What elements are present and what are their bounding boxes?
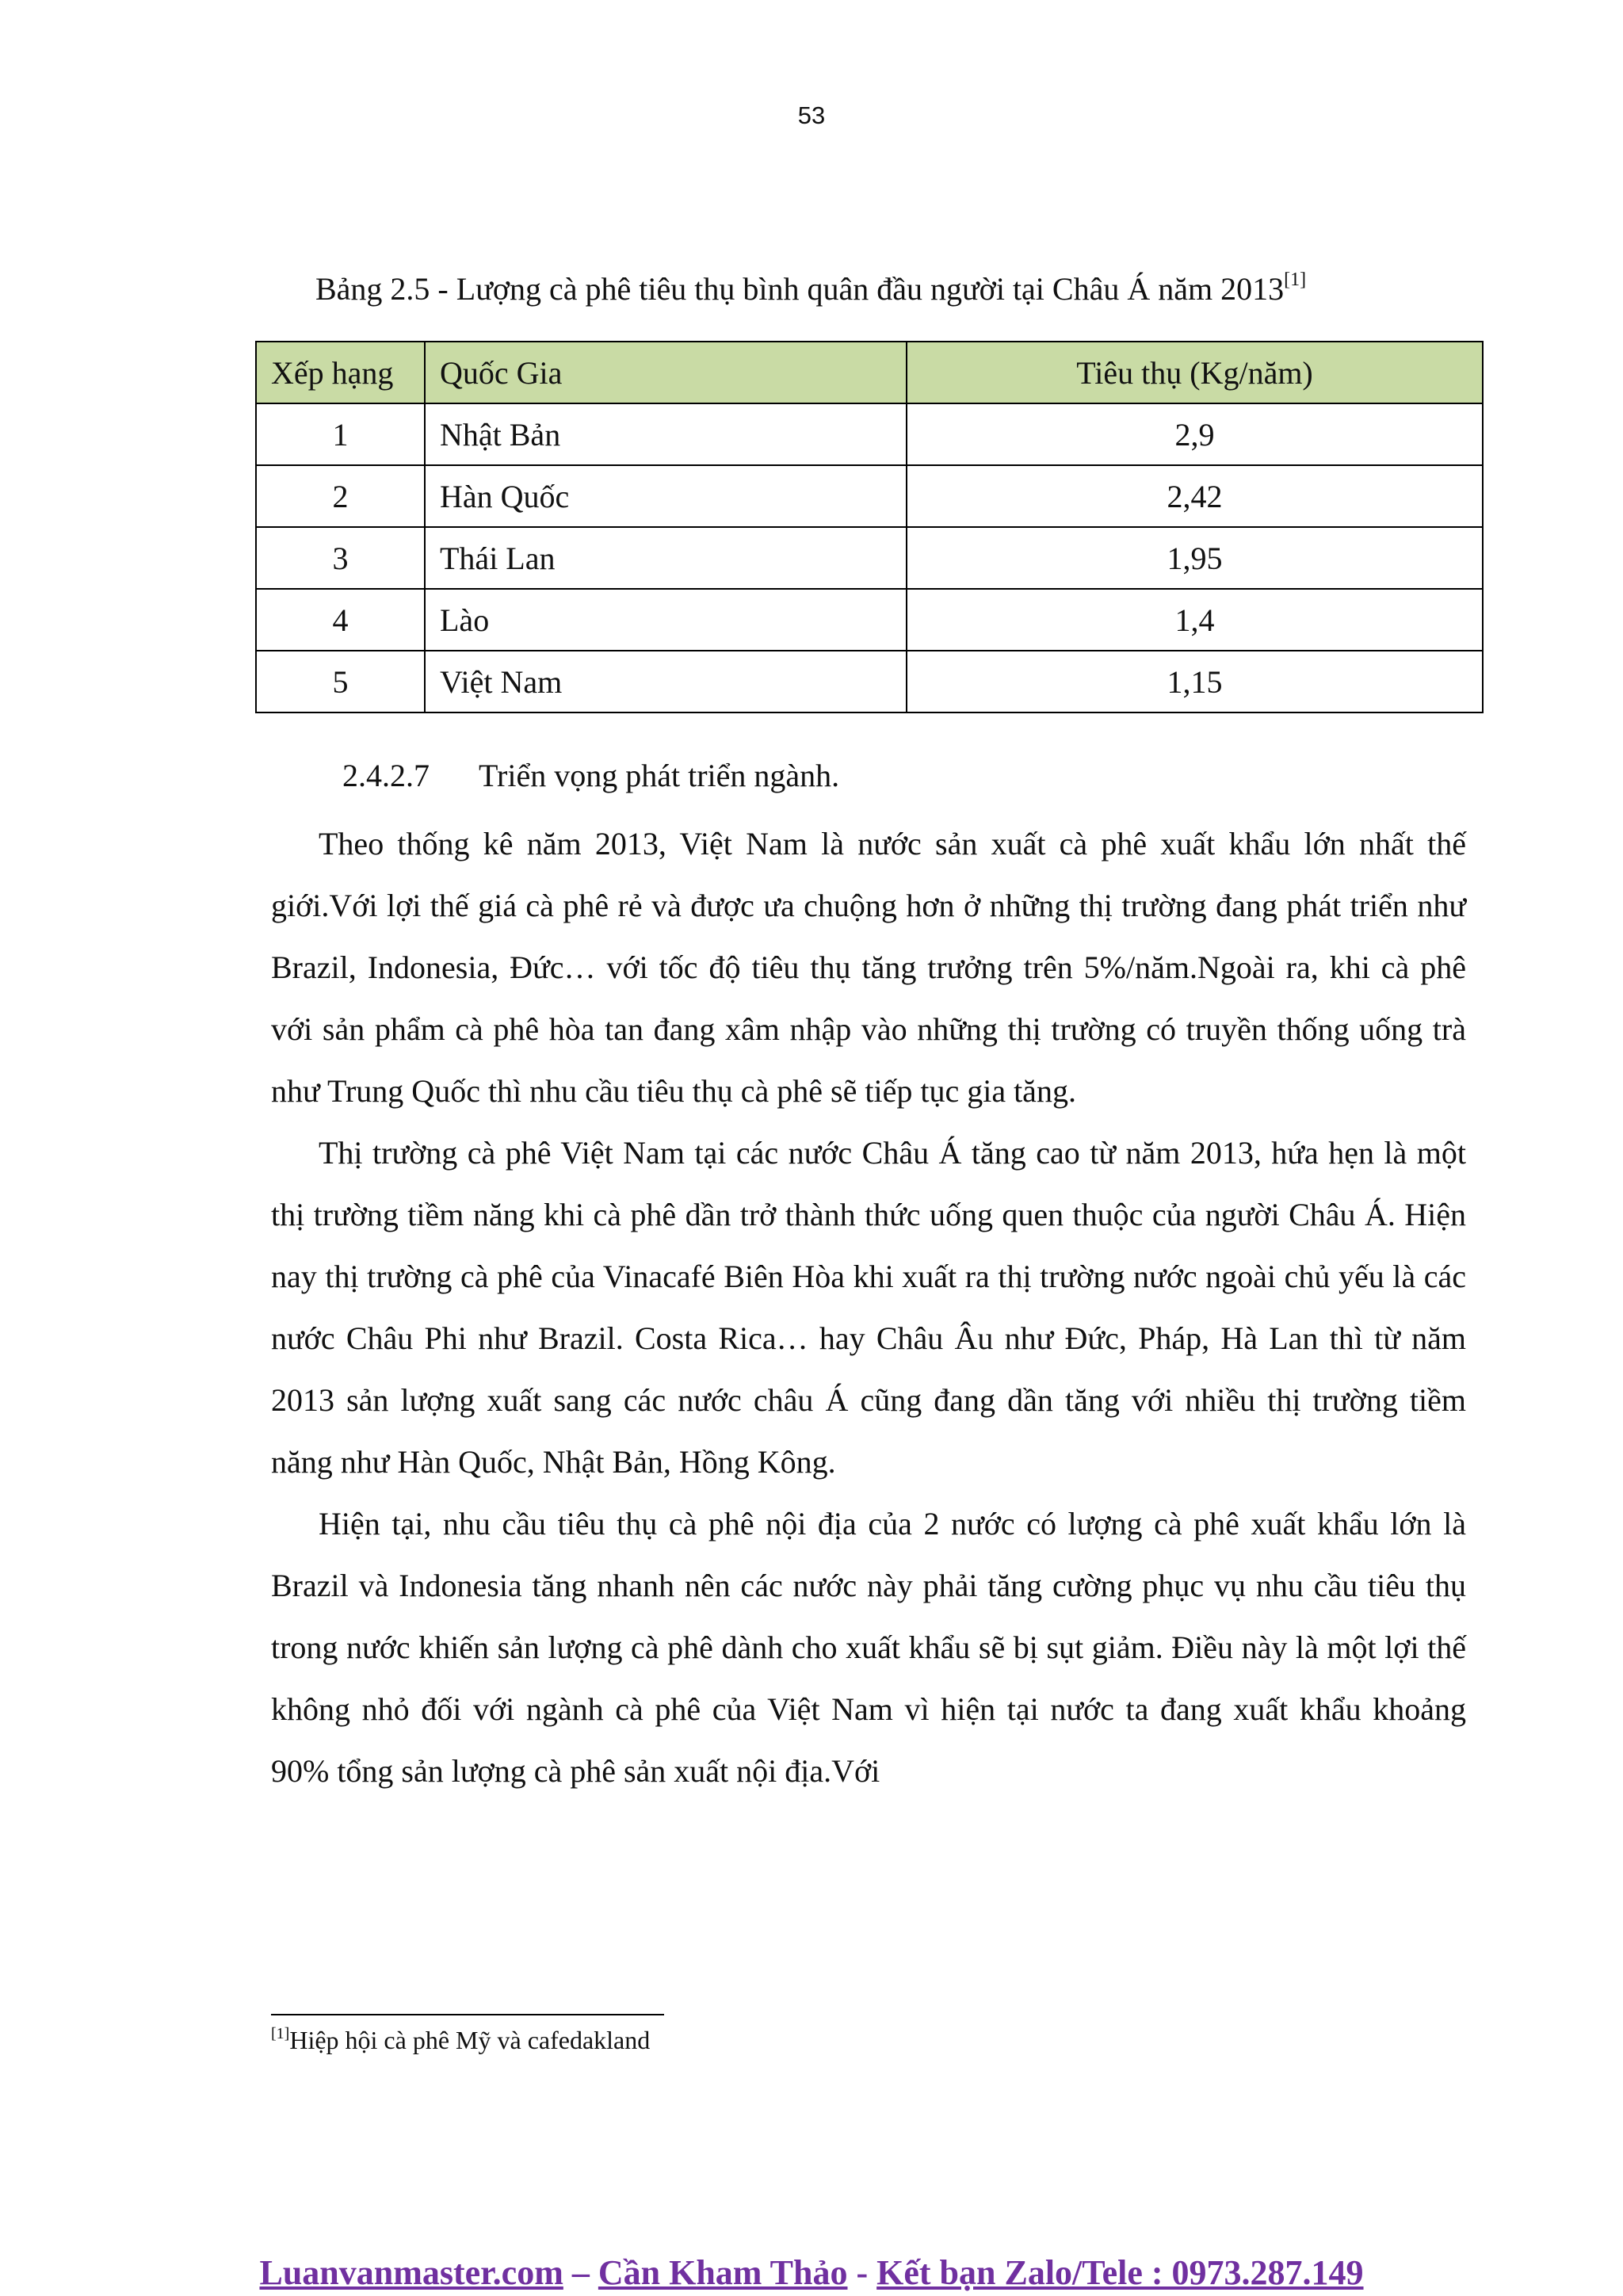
footer-site-link[interactable]: Luanvanmaster.com [259,2253,563,2292]
footer-separator: – [563,2253,598,2292]
table-caption-text: Bảng 2.5 - Lượng cà phê tiêu thụ bình quân đầu người tại Châu Á năm 2013 [315,271,1285,307]
cell-country: Nhật Bản [425,403,907,465]
table-caption-ref: [1] [1284,269,1307,290]
cell-consumption: 2,9 [907,403,1483,465]
footnote [271,2025,650,2055]
section-heading [342,757,839,794]
footer-name-link[interactable]: Cần Kham Thảo [598,2253,848,2292]
section-title: Triển vọng phát triển ngành. [479,758,840,793]
header-rank: Xếp hạng [256,342,425,403]
cell-rank: 5 [256,651,425,712]
section-number: 2.4.2.7 [342,758,430,793]
cell-rank: 1 [256,403,425,465]
table-row [256,589,1483,651]
table-row [256,403,1483,465]
consumption-table [255,341,1484,713]
cell-rank: 2 [256,465,425,527]
footer-banner [0,2252,1623,2293]
table-row [256,527,1483,589]
paragraph: Hiện tại, nhu cầu tiêu thụ cà phê nội địa của 2 nước có lượng cà phê xuất khẩu lớn là Brazil và Indonesia tăng nhanh nên các nước này phải tăng cường phục vụ nhu cầu tiêu thụ trong nước khiến sản lượng cà phê dành cho xuất khẩu sẽ bị sụt giảm. Điều này là một lợi thế không nhỏ đối với ngành cà phê của Việt Nam vì hiện tại nước ta đang xuất khẩu khoảng 90% tổng sản lượng cà phê sản xuất nội địa.Với [271,1506,1466,1789]
table-row [256,465,1483,527]
footer-separator: - [847,2253,877,2292]
paragraph: Theo thống kê năm 2013, Việt Nam là nước sản xuất cà phê xuất khẩu lớn nhất thế giới.Với lợi thế giá cà phê rẻ và được ưa chuộng hơn ở những thị trường đang phát triển như Brazil, Indonesia, Đức… với tốc độ tiêu thụ tăng trưởng trên 5%/năm.Ngoài ra, khi cà phê với sản phẩm cà phê hòa tan đang xâm nhập vào những thị trường có truyền thống uống trà như Trung Quốc thì nhu cầu tiêu thụ cà phê sẽ tiếp tục gia tăng. [271,826,1466,1109]
header-country: Quốc Gia [425,342,907,403]
footnote-separator [271,2014,664,2015]
cell-consumption: 1,4 [907,589,1483,651]
cell-country: Lào [425,589,907,651]
footnote-text: Hiệp hội cà phê Mỹ và cafedakland [289,2026,651,2054]
page-number: 53 [797,101,826,129]
cell-consumption: 1,95 [907,527,1483,589]
cell-consumption: 2,42 [907,465,1483,527]
cell-rank: 4 [256,589,425,651]
header-consumption: Tiêu thụ (Kg/năm) [907,342,1483,403]
table-row [256,651,1483,712]
body-text [271,813,1466,1802]
cell-rank: 3 [256,527,425,589]
cell-country: Việt Nam [425,651,907,712]
cell-consumption: 1,15 [907,651,1483,712]
paragraph: Thị trường cà phê Việt Nam tại các nước Châu Á tăng cao từ năm 2013, hứa hẹn là một thị trường tiềm năng khi cà phê dần trở thành thức uống quen thuộc của người Châu Á. Hiện nay thị trường cà phê của Vinacafé Biên Hòa khi xuất ra thị trường nước ngoài chủ yếu là các nước Châu Phi như Brazil. Costa Rica… hay Châu Âu như Đức, Pháp, Hà Lan thì từ năm 2013 sản lượng xuất sang các nước châu Á cũng đang dần tăng với nhiều thị trường tiềm năng như Hàn Quốc, Nhật Bản, Hồng Kông. [271,1135,1466,1480]
cell-country: Hàn Quốc [425,465,907,527]
footer-contact-link[interactable]: Kết bạn Zalo/Tele : 0973.287.149 [876,2253,1364,2292]
table-caption [315,269,1306,308]
table-header-row [256,342,1483,403]
footnote-ref: [1] [271,2025,290,2042]
cell-country: Thái Lan [425,527,907,589]
